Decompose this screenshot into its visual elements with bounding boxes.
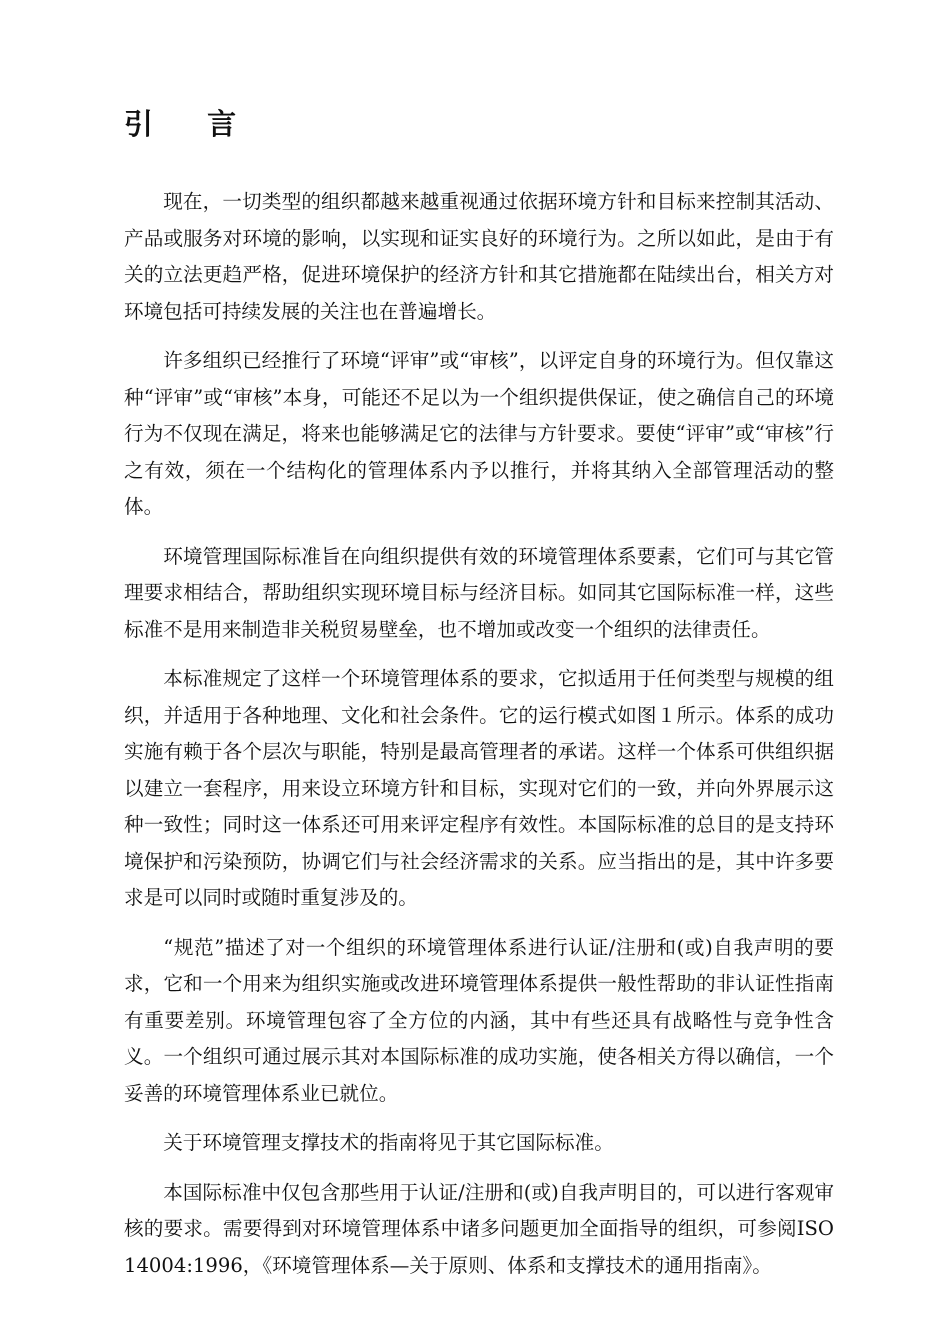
paragraph-2: 许多组织已经推行了环境“评审”或“审核”，以评定自身的环境行为。但仅靠这种“评审”或“审核”本身，可能还不足以为一个组织提供保证，使之确信自己的环境行为不仅现在满足，将来也能够满足它的法律与方针要求。要使“评审”或“审核”行之有效，须在一个结构化的管理体系内予以推行，并将其纳入全部管理活动的整体。 bbox=[124, 349, 834, 518]
paragraph-5: “规范”描述了对一个组织的环境管理体系进行认证/注册和(或)自我声明的要求，它和一个用来为组织实施或改进环境管理体系提供一般性帮助的非认证性指南有重要差别。环境管理包容了全方位的内涵，其中有些还具有战略性与竞争性含义。一个组织可通过展示其对本国际标准的成功实施，使各相关方得以确信，一个妥善的环境管理体系业已就位。 bbox=[124, 935, 834, 1105]
page-title: 引 言 bbox=[124, 107, 259, 141]
paragraph-3: 环境管理国际标准旨在向组织提供有效的环境管理体系要素，它们可与其它管理要求相结合，帮助组织实现环境目标与经济目标。如同其它国际标准一样，这些标准不是用来制造非关税贸易壁垒，也不增加或改变一个组织的法律责任。 bbox=[124, 544, 834, 641]
paragraph-7: 本国际标准中仅包含那些用于认证/注册和(或)自我声明目的，可以进行客观审核的要求。需要得到对环境管理体系中诸多问题更加全面指导的组织，可参阅ISO14004:1996，《环境管理体系—关于原则、体系和支撑技术的通用指南》。 bbox=[124, 1180, 834, 1277]
paragraph-4: 本标准规定了这样一个环境管理体系的要求，它拟适用于任何类型与规模的组织，并适用于各种地理、文化和社会条件。它的运行模式如图１所示。体系的成功实施有赖于各个层次与职能，特别是最高管理者的承诺。这样一个体系可供组织据以建立一套程序，用来设立环境方针和目标，实现对它们的一致，并向外界展示这种一致性；同时这一体系还可用来评定程序有效性。本国际标准的总目的是支持环境保护和污染预防，协调它们与社会经济需求的关系。应当指出的是，其中许多要求是可以同时或随时重复涉及的。 bbox=[124, 667, 834, 909]
body-text bbox=[124, 184, 834, 1297]
paragraph-6: 关于环境管理支撑技术的指南将见于其它国际标准。 bbox=[163, 1131, 614, 1154]
paragraph-1: 现在，一切类型的组织都越来越重视通过依据环境方针和目标来控制其活动、产品或服务对环境的影响，以实现和证实良好的环境行为。之所以如此，是由于有关的立法更趋严格，促进环境保护的经济方针和其它措施都在陆续出台，相关方对环境包括可持续发展的关注也在普遍增长。 bbox=[124, 190, 834, 323]
